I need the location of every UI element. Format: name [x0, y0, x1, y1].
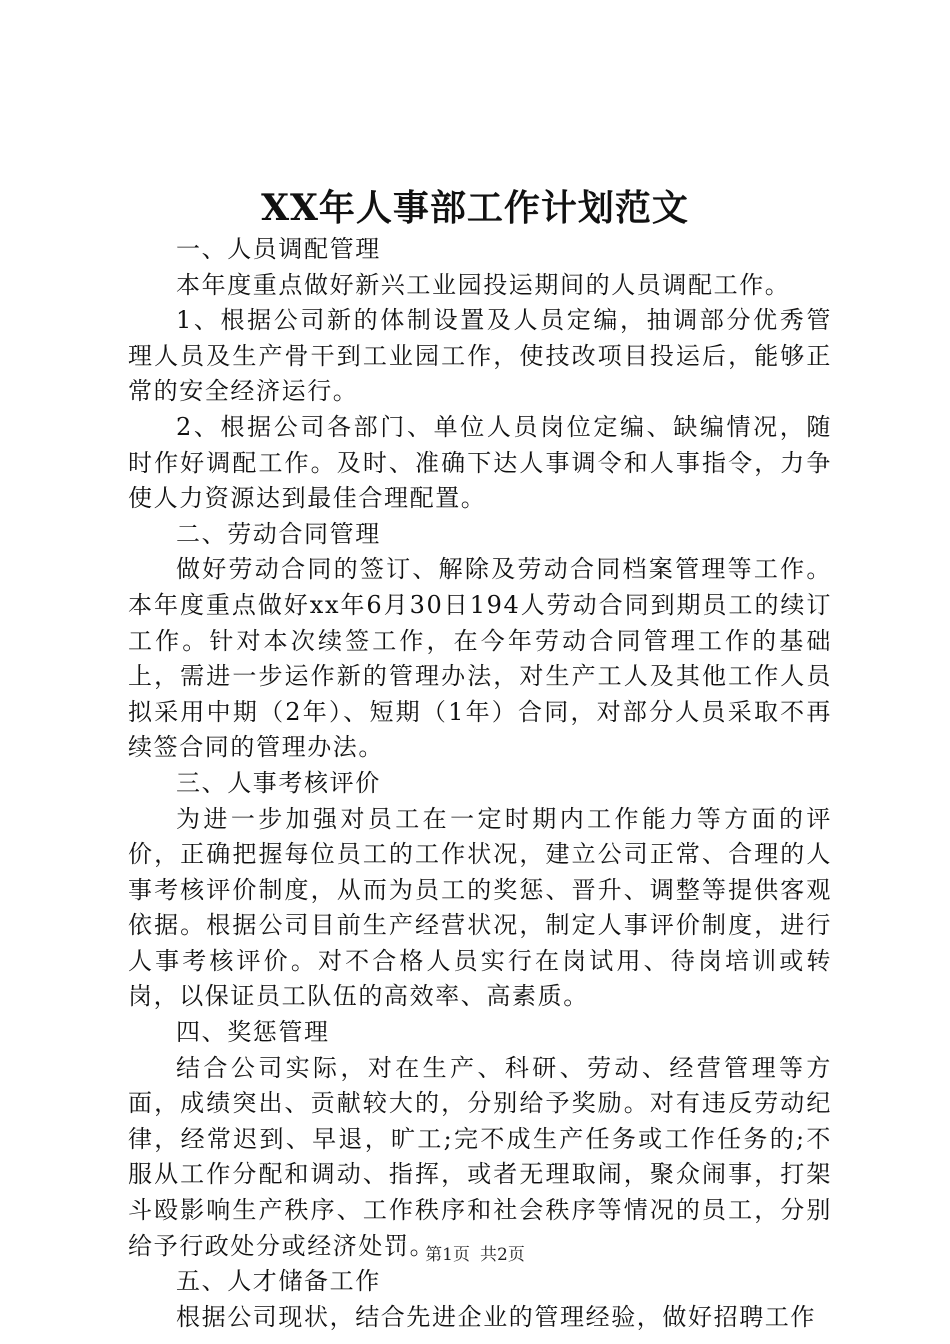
paragraph-talent: 根据公司现状，结合先进企业的管理经验，做好招聘工作: [176, 1302, 816, 1331]
paragraph-contracts: 做好劳动合同的签订、解除及劳动合同档案管理等工作。本年度重点做好xx年6月30日194人劳动合同到期员工的续订工作。针对本次续签工作，在今年劳动合同管理工作的基础上，需进一步运作新的管理办法，对生产工人及其他工作人员拟采用中期（2年）、短期（1年）合同，对部分人员采取不再续签合同的管理办法。: [128, 555, 832, 762]
section-heading-talent: 五、人才储备工作: [176, 1267, 381, 1296]
paragraph-staffing-item-1: 1、根据公司新的体制设置及人员定编，抽调部分优秀管理人员及生产骨干到工业园工作，使技改项目投运后，能够正常的安全经济运行。: [128, 306, 832, 406]
page-total: 共2页: [480, 1245, 525, 1265]
document-title: XX年人事部工作计划范文: [261, 187, 689, 229]
section-heading-evaluation: 三、人事考核评价: [176, 768, 381, 797]
section-heading-contracts: 二、劳动合同管理: [176, 519, 381, 548]
paragraph-evaluation: 为进一步加强对员工在一定时期内工作能力等方面的评价，正确把握每位员工的工作状况，建立公司正常、合理的人事考核评价制度，从而为员工的奖惩、晋升、调整等提供客观依据。根据公司目前生产经营状况，制定人事评价制度，进行人事考核评价。对不合格人员实行在岗试用、待岗培训或转岗，以保证员工队伍的高效率、高素质。: [128, 804, 832, 1011]
section-heading-rewards: 四、奖惩管理: [176, 1018, 330, 1047]
paragraph-rewards: 结合公司实际，对在生产、科研、劳动、经营管理等方面，成绩突出、贡献较大的，分别给予奖励。对有违反劳动纪律，经常迟到、早退，旷工;完不成生产任务或工作任务的;不服从工作分配和调动、指挥，或者无理取闹，聚众闹事，打架斗殴影响生产秩序、工作秩序和社会秩序等情况的员工，分别给予行政处分或经济处罚。: [128, 1053, 832, 1260]
page-number: 第1页: [425, 1245, 470, 1265]
paragraph-staffing-intro: 本年度重点做好新兴工业园投运期间的人员调配工作。: [176, 270, 791, 299]
section-heading-staffing: 一、人员调配管理: [176, 235, 381, 263]
document-body: [128, 232, 832, 1335]
paragraph-staffing-item-2: 2、根据公司各部门、单位人员岗位定编、缺编情况，随时作好调配工作。及时、准确下达人事调令和人事指令，力争使人力资源达到最佳合理配置。: [128, 412, 832, 513]
page-footer: [0, 1243, 950, 1267]
